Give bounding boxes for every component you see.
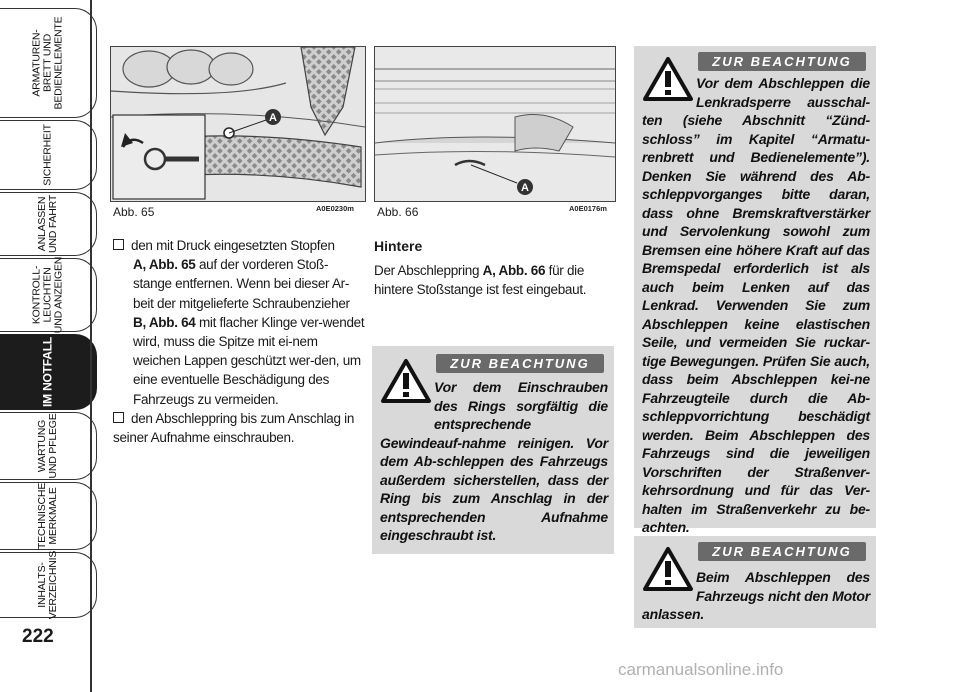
front-bumper-illustration xyxy=(111,47,365,201)
figure-ref: A, Abb. 65 xyxy=(133,257,196,273)
warning-band: ZUR BEACHTUNG xyxy=(436,354,604,373)
tab-label: WARTUNG UND PFLEGE xyxy=(36,413,59,479)
tab-label: SICHERHEIT xyxy=(41,124,54,186)
side-divider xyxy=(90,0,92,692)
icon-spacer xyxy=(642,74,696,110)
bullet-body xyxy=(113,255,365,409)
icon-spacer xyxy=(380,378,434,418)
warning-band: ZUR BEACHTUNG xyxy=(698,52,866,71)
tab-armaturenbrett[interactable] xyxy=(0,8,97,118)
tab-label: INHALTS- VERZEICHNIS xyxy=(36,550,59,620)
side-chapter-nav xyxy=(0,0,100,692)
warning-box-steering-lock xyxy=(634,46,876,535)
tab-sicherheit[interactable] xyxy=(0,120,97,190)
bullet-remove-plug xyxy=(113,236,365,409)
text: auf der vorderen Stoß-stange entfernen. Wenn bei dieser Ar-beit der mitgelieferte Schraubenzieher xyxy=(133,257,350,311)
text: Vor dem Einschrauben des Rings sorgfältig die entsprechende Gewindeauf-nahme reinigen. Vor dem Ab-schleppen des Fahrzeugs außerdem sicherstellen, dass der Ring bis zum Anschlag in der entsprechenden Aufnahme eingeschraubt ist. xyxy=(380,379,608,543)
tab-kontrollleuchten[interactable] xyxy=(0,258,97,332)
warning-text xyxy=(642,74,870,537)
marker-a: A xyxy=(521,182,529,194)
icon-spacer xyxy=(642,568,696,604)
warning-text xyxy=(642,568,870,624)
figure-66-caption: Abb. 66 xyxy=(377,205,419,219)
text: Beim Abschleppen des Fahrzeugs nicht den Motor anlassen. xyxy=(642,569,870,622)
warning-box-engine xyxy=(634,536,876,628)
tab-label: IM NOTFALL xyxy=(40,337,55,407)
bullet-checkbox-icon xyxy=(113,412,124,423)
page-number: 222 xyxy=(22,626,54,647)
figure-ref: B, Abb. 64 xyxy=(133,314,196,330)
bullet-screw-ring xyxy=(113,409,365,447)
marker-a: A xyxy=(269,112,277,124)
text: für die hintere Stoßstange ist fest eingebaut. xyxy=(374,263,587,298)
text: Vor dem Abschleppen die Lenkradsperre ausschal-ten (siehe Abschnitt “Zünd-schloss” im Kapitel “Armatu-renbrett und Bedienelemente”). Denken Sie während des Ab-schleppvorganges bitte daran, dass ohne Bremskraftverstärker und Servolenkung sowohl zum Bremsen eine höhere Kraft auf das Bremspedal erforderlich ist als auch beim Lenken auf das Lenkrad. Verwenden Sie zum Abschleppen keine elastischen Seile, und vermeiden Sie ruckar-tige Bewegungen. Prüfen Sie auch, dass beim Abschleppen kei-ne Fahrzeugteile durch die Ab-schleppvorrichtung beschädigt werden. Beim Abschleppen des Fahrzeugs sind die jeweiligen Vorschriften der Straßenver-kehrsordnung und für das Ver-halten im Straßenverkehr zu be-achten. xyxy=(642,75,870,535)
warning-text xyxy=(380,378,608,545)
text: mit flacher Klinge ver-wendet wird, muss die Spitze mit ei-nem weichen Lappen geschützt wer-den, um eine eventuelle Beschädigung des Fahrzeugs zu vermeiden. xyxy=(133,314,365,407)
section-heading: Hintere xyxy=(374,238,423,254)
tab-label: ARMATUREN- BRETT UND BEDIENELEMENTE xyxy=(30,16,65,110)
text: Der Abschleppring xyxy=(374,263,483,278)
rear-bumper-illustration xyxy=(375,47,615,201)
figure-66-code: A0E0176m xyxy=(569,204,607,213)
figure-65-caption: Abb. 65 xyxy=(113,205,155,219)
bullet-checkbox-icon xyxy=(113,239,124,250)
tab-anlassen[interactable] xyxy=(0,192,97,256)
tab-label: KONTROLL- LEUCHTEN UND ANZEIGEN xyxy=(30,256,65,334)
tab-wartung[interactable] xyxy=(0,412,97,480)
watermark: carmanualsonline.info xyxy=(618,660,784,679)
tab-technische-merkmale[interactable] xyxy=(0,482,97,550)
figure-65-code: A0E0230m xyxy=(316,204,354,213)
rear-ring-paragraph xyxy=(374,261,614,299)
tab-im-notfall[interactable] xyxy=(0,334,97,410)
figure-66 xyxy=(374,46,616,202)
tab-label: TECHNISCHE MERKMALE xyxy=(36,482,59,550)
tab-inhaltsverzeichnis[interactable] xyxy=(0,552,97,618)
warning-band: ZUR BEACHTUNG xyxy=(698,542,866,561)
figure-ref: A, Abb. 66 xyxy=(482,263,546,278)
tab-label: ANLASSEN UND FAHRT xyxy=(36,194,59,254)
text: den Abschleppring bis zum Anschlag in seiner Aufnahme einschrauben. xyxy=(113,411,355,446)
figure-65 xyxy=(110,46,366,202)
text: den mit Druck eingesetzten Stopfen xyxy=(131,238,335,253)
warning-box-threads xyxy=(372,346,614,554)
